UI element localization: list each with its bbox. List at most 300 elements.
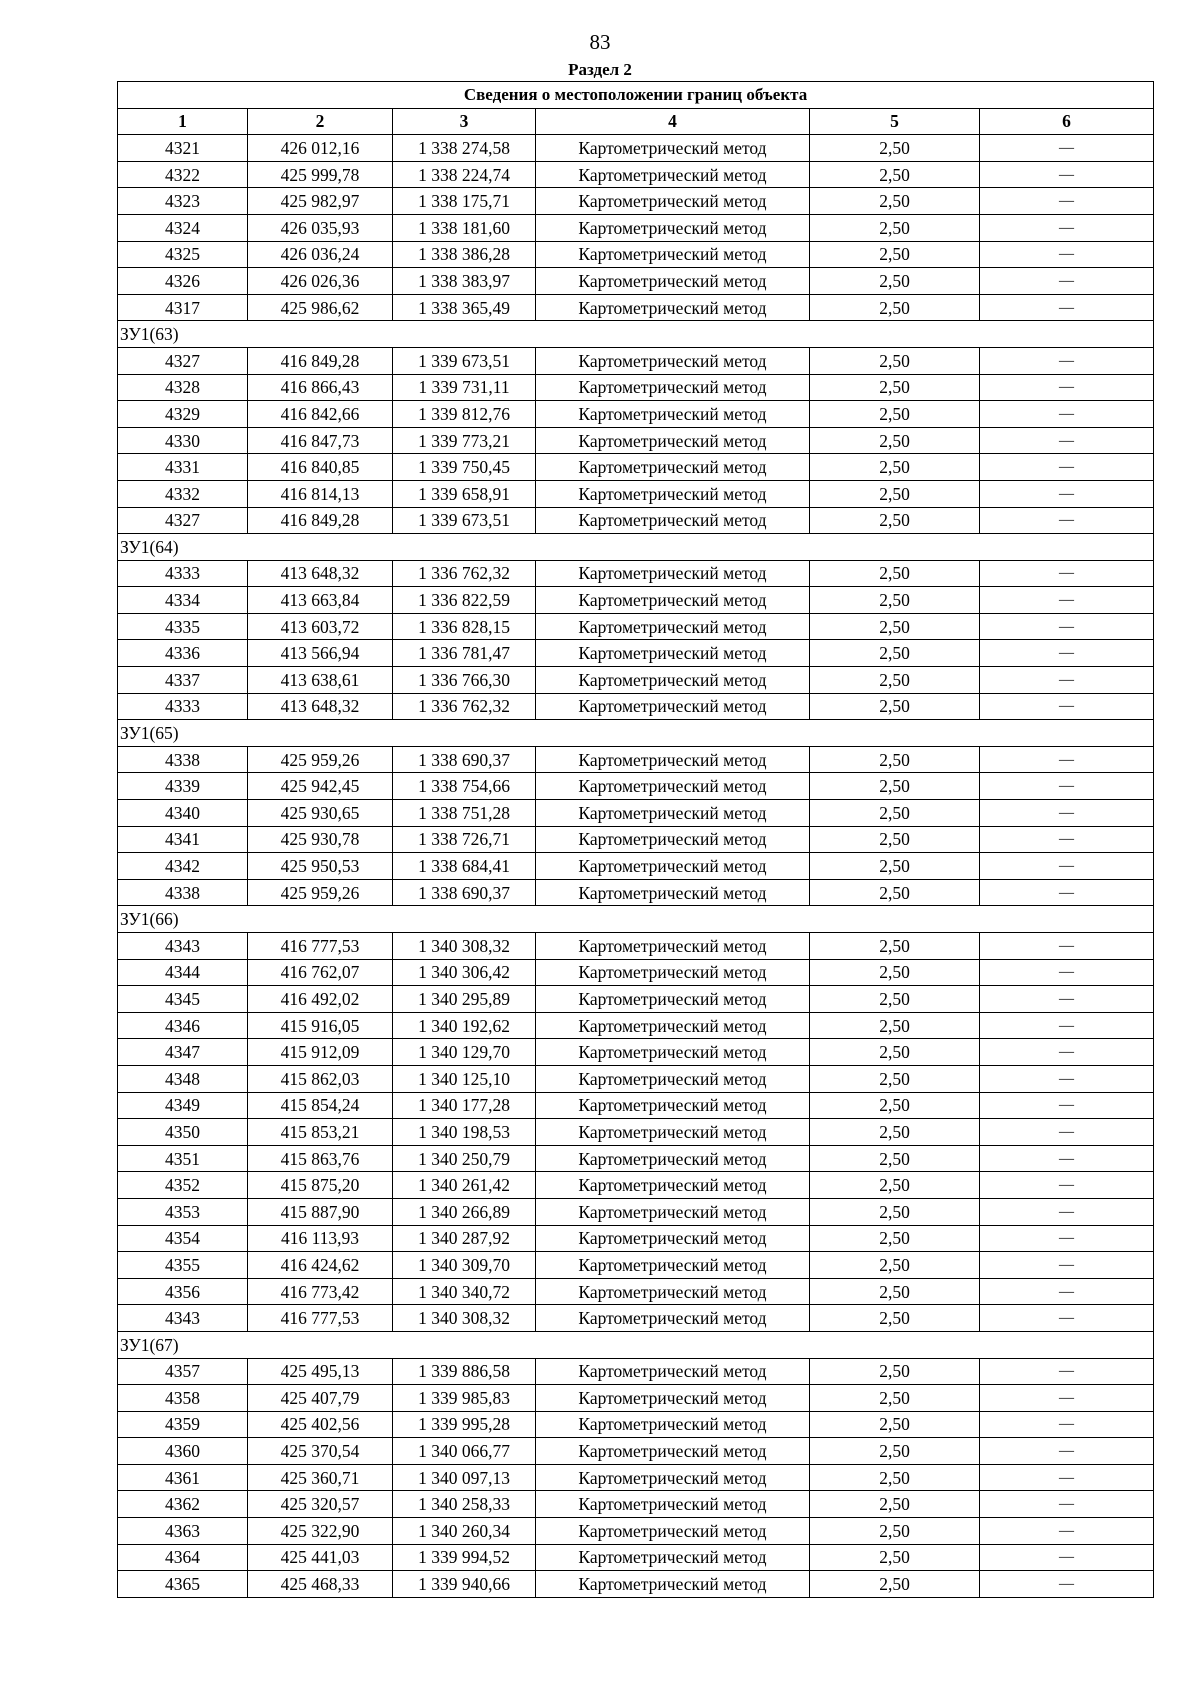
point-number-cell: 4365 bbox=[118, 1571, 248, 1598]
description-cell: — bbox=[980, 480, 1154, 507]
accuracy-cell: 2,50 bbox=[810, 826, 980, 853]
column-header: 5 bbox=[810, 108, 980, 135]
x-coordinate-cell: 416 424,62 bbox=[248, 1252, 393, 1279]
description-cell: — bbox=[980, 161, 1154, 188]
table-row bbox=[118, 959, 1154, 986]
table-row bbox=[118, 1252, 1154, 1279]
description-cell: — bbox=[980, 693, 1154, 720]
x-coordinate-cell: 426 036,24 bbox=[248, 241, 393, 268]
table-row bbox=[118, 826, 1154, 853]
column-header: 3 bbox=[393, 108, 536, 135]
method-cell: Картометрический метод bbox=[536, 613, 810, 640]
description-cell: — bbox=[980, 933, 1154, 960]
accuracy-cell: 2,50 bbox=[810, 667, 980, 694]
method-cell: Картометрический метод bbox=[536, 401, 810, 428]
x-coordinate-cell: 426 035,93 bbox=[248, 214, 393, 241]
accuracy-cell: 2,50 bbox=[810, 1385, 980, 1412]
accuracy-cell: 2,50 bbox=[810, 1065, 980, 1092]
table-row bbox=[118, 613, 1154, 640]
table-caption: Сведения о местоположении границ объекта bbox=[118, 82, 1154, 109]
accuracy-cell: 2,50 bbox=[810, 560, 980, 587]
description-cell: — bbox=[980, 1225, 1154, 1252]
accuracy-cell: 2,50 bbox=[810, 1571, 980, 1598]
x-coordinate-cell: 415 887,90 bbox=[248, 1198, 393, 1225]
description-cell: — bbox=[980, 1358, 1154, 1385]
y-coordinate-cell: 1 339 773,21 bbox=[393, 427, 536, 454]
y-coordinate-cell: 1 338 684,41 bbox=[393, 853, 536, 880]
x-coordinate-cell: 416 847,73 bbox=[248, 427, 393, 454]
point-number-cell: 4327 bbox=[118, 347, 248, 374]
table-row bbox=[118, 294, 1154, 321]
method-cell: Картометрический метод bbox=[536, 1544, 810, 1571]
method-cell: Картометрический метод bbox=[536, 1039, 810, 1066]
y-coordinate-cell: 1 339 673,51 bbox=[393, 347, 536, 374]
accuracy-cell: 2,50 bbox=[810, 746, 980, 773]
accuracy-cell: 2,50 bbox=[810, 1225, 980, 1252]
point-number-cell: 4322 bbox=[118, 161, 248, 188]
accuracy-cell: 2,50 bbox=[810, 800, 980, 827]
x-coordinate-cell: 416 849,28 bbox=[248, 507, 393, 534]
accuracy-cell: 2,50 bbox=[810, 1092, 980, 1119]
y-coordinate-cell: 1 339 995,28 bbox=[393, 1411, 536, 1438]
y-coordinate-cell: 1 339 731,11 bbox=[393, 374, 536, 401]
point-number-cell: 4333 bbox=[118, 560, 248, 587]
page-number: 83 bbox=[589, 30, 611, 54]
point-number-cell: 4329 bbox=[118, 401, 248, 428]
x-coordinate-cell: 425 360,71 bbox=[248, 1464, 393, 1491]
point-number-cell: 4345 bbox=[118, 986, 248, 1013]
table-row bbox=[118, 853, 1154, 880]
method-cell: Картометрический метод bbox=[536, 1065, 810, 1092]
x-coordinate-cell: 413 638,61 bbox=[248, 667, 393, 694]
y-coordinate-cell: 1 339 994,52 bbox=[393, 1544, 536, 1571]
description-cell: — bbox=[980, 1039, 1154, 1066]
y-coordinate-cell: 1 340 250,79 bbox=[393, 1145, 536, 1172]
x-coordinate-cell: 425 982,97 bbox=[248, 188, 393, 215]
accuracy-cell: 2,50 bbox=[810, 1438, 980, 1465]
y-coordinate-cell: 1 336 762,32 bbox=[393, 693, 536, 720]
accuracy-cell: 2,50 bbox=[810, 640, 980, 667]
table-row bbox=[118, 161, 1154, 188]
table-row bbox=[118, 640, 1154, 667]
method-cell: Картометрический метод bbox=[536, 853, 810, 880]
description-cell: — bbox=[980, 1544, 1154, 1571]
table-row bbox=[118, 587, 1154, 614]
x-coordinate-cell: 425 370,54 bbox=[248, 1438, 393, 1465]
table-row bbox=[118, 1092, 1154, 1119]
accuracy-cell: 2,50 bbox=[810, 427, 980, 454]
y-coordinate-cell: 1 340 309,70 bbox=[393, 1252, 536, 1279]
method-cell: Картометрический метод bbox=[536, 933, 810, 960]
group-row bbox=[118, 534, 1154, 561]
y-coordinate-cell: 1 336 762,32 bbox=[393, 560, 536, 587]
y-coordinate-cell: 1 340 125,10 bbox=[393, 1065, 536, 1092]
x-coordinate-cell: 425 407,79 bbox=[248, 1385, 393, 1412]
y-coordinate-cell: 1 339 812,76 bbox=[393, 401, 536, 428]
accuracy-cell: 2,50 bbox=[810, 1172, 980, 1199]
table-row bbox=[118, 1411, 1154, 1438]
y-coordinate-cell: 1 336 822,59 bbox=[393, 587, 536, 614]
y-coordinate-cell: 1 339 886,58 bbox=[393, 1358, 536, 1385]
method-cell: Картометрический метод bbox=[536, 640, 810, 667]
point-number-cell: 4317 bbox=[118, 294, 248, 321]
description-cell: — bbox=[980, 560, 1154, 587]
method-cell: Картометрический метод bbox=[536, 294, 810, 321]
table-row bbox=[118, 1544, 1154, 1571]
description-cell: — bbox=[980, 1278, 1154, 1305]
accuracy-cell: 2,50 bbox=[810, 294, 980, 321]
method-cell: Картометрический метод bbox=[536, 826, 810, 853]
point-number-cell: 4327 bbox=[118, 507, 248, 534]
y-coordinate-cell: 1 338 175,71 bbox=[393, 188, 536, 215]
y-coordinate-cell: 1 340 287,92 bbox=[393, 1225, 536, 1252]
description-cell: — bbox=[980, 667, 1154, 694]
accuracy-cell: 2,50 bbox=[810, 773, 980, 800]
method-cell: Картометрический метод bbox=[536, 1252, 810, 1279]
column-header: 4 bbox=[536, 108, 810, 135]
point-number-cell: 4346 bbox=[118, 1012, 248, 1039]
x-coordinate-cell: 415 854,24 bbox=[248, 1092, 393, 1119]
description-cell: — bbox=[980, 1198, 1154, 1225]
point-number-cell: 4341 bbox=[118, 826, 248, 853]
description-cell: — bbox=[980, 640, 1154, 667]
description-cell: — bbox=[980, 826, 1154, 853]
point-number-cell: 4328 bbox=[118, 374, 248, 401]
point-number-cell: 4352 bbox=[118, 1172, 248, 1199]
accuracy-cell: 2,50 bbox=[810, 135, 980, 162]
x-coordinate-cell: 425 930,78 bbox=[248, 826, 393, 853]
description-cell: — bbox=[980, 879, 1154, 906]
x-coordinate-cell: 425 950,53 bbox=[248, 853, 393, 880]
method-cell: Картометрический метод bbox=[536, 347, 810, 374]
y-coordinate-cell: 1 340 129,70 bbox=[393, 1039, 536, 1066]
method-cell: Картометрический метод bbox=[536, 1305, 810, 1332]
y-coordinate-cell: 1 336 828,15 bbox=[393, 613, 536, 640]
table-row bbox=[118, 214, 1154, 241]
y-coordinate-cell: 1 338 726,71 bbox=[393, 826, 536, 853]
point-number-cell: 4338 bbox=[118, 879, 248, 906]
group-row bbox=[118, 720, 1154, 747]
group-row bbox=[118, 1331, 1154, 1358]
description-cell: — bbox=[980, 241, 1154, 268]
y-coordinate-cell: 1 340 177,28 bbox=[393, 1092, 536, 1119]
table-row bbox=[118, 1119, 1154, 1146]
table-row bbox=[118, 268, 1154, 295]
x-coordinate-cell: 425 495,13 bbox=[248, 1358, 393, 1385]
description-cell: — bbox=[980, 1145, 1154, 1172]
point-number-cell: 4344 bbox=[118, 959, 248, 986]
x-coordinate-cell: 416 842,66 bbox=[248, 401, 393, 428]
point-number-cell: 4332 bbox=[118, 480, 248, 507]
caption-row bbox=[118, 82, 1154, 109]
description-cell: — bbox=[980, 853, 1154, 880]
x-coordinate-cell: 425 942,45 bbox=[248, 773, 393, 800]
accuracy-cell: 2,50 bbox=[810, 480, 980, 507]
table-row bbox=[118, 933, 1154, 960]
table-row bbox=[118, 1438, 1154, 1465]
point-number-cell: 4353 bbox=[118, 1198, 248, 1225]
point-number-cell: 4350 bbox=[118, 1119, 248, 1146]
table-row bbox=[118, 1172, 1154, 1199]
y-coordinate-cell: 1 340 198,53 bbox=[393, 1119, 536, 1146]
table-row bbox=[118, 427, 1154, 454]
description-cell: — bbox=[980, 1119, 1154, 1146]
accuracy-cell: 2,50 bbox=[810, 1198, 980, 1225]
table-row bbox=[118, 480, 1154, 507]
point-number-cell: 4326 bbox=[118, 268, 248, 295]
description-cell: — bbox=[980, 800, 1154, 827]
x-coordinate-cell: 425 322,90 bbox=[248, 1518, 393, 1545]
point-number-cell: 4354 bbox=[118, 1225, 248, 1252]
point-number-cell: 4362 bbox=[118, 1491, 248, 1518]
table-row bbox=[118, 454, 1154, 481]
method-cell: Картометрический метод bbox=[536, 1198, 810, 1225]
method-cell: Картометрический метод bbox=[536, 268, 810, 295]
description-cell: — bbox=[980, 401, 1154, 428]
method-cell: Картометрический метод bbox=[536, 693, 810, 720]
x-coordinate-cell: 416 814,13 bbox=[248, 480, 393, 507]
point-number-cell: 4351 bbox=[118, 1145, 248, 1172]
method-cell: Картометрический метод bbox=[536, 1411, 810, 1438]
description-cell: — bbox=[980, 454, 1154, 481]
method-cell: Картометрический метод bbox=[536, 1491, 810, 1518]
table-head bbox=[118, 82, 1154, 135]
point-number-cell: 4343 bbox=[118, 933, 248, 960]
accuracy-cell: 2,50 bbox=[810, 1145, 980, 1172]
x-coordinate-cell: 416 840,85 bbox=[248, 454, 393, 481]
point-number-cell: 4343 bbox=[118, 1305, 248, 1332]
accuracy-cell: 2,50 bbox=[810, 374, 980, 401]
description-cell: — bbox=[980, 1092, 1154, 1119]
description-cell: — bbox=[980, 427, 1154, 454]
x-coordinate-cell: 415 912,09 bbox=[248, 1039, 393, 1066]
point-number-cell: 4335 bbox=[118, 613, 248, 640]
method-cell: Картометрический метод bbox=[536, 879, 810, 906]
y-coordinate-cell: 1 336 781,47 bbox=[393, 640, 536, 667]
method-cell: Картометрический метод bbox=[536, 667, 810, 694]
group-label: ЗУ1(65) bbox=[118, 720, 1154, 747]
group-label: ЗУ1(64) bbox=[118, 534, 1154, 561]
table-row bbox=[118, 1518, 1154, 1545]
description-cell: — bbox=[980, 986, 1154, 1013]
method-cell: Картометрический метод bbox=[536, 1385, 810, 1412]
description-cell: — bbox=[980, 1411, 1154, 1438]
y-coordinate-cell: 1 338 751,28 bbox=[393, 800, 536, 827]
table-row bbox=[118, 1278, 1154, 1305]
table-row bbox=[118, 560, 1154, 587]
y-coordinate-cell: 1 340 308,32 bbox=[393, 1305, 536, 1332]
accuracy-cell: 2,50 bbox=[810, 587, 980, 614]
accuracy-cell: 2,50 bbox=[810, 507, 980, 534]
y-coordinate-cell: 1 336 766,30 bbox=[393, 667, 536, 694]
description-cell: — bbox=[980, 135, 1154, 162]
description-cell: — bbox=[980, 1172, 1154, 1199]
y-coordinate-cell: 1 340 340,72 bbox=[393, 1278, 536, 1305]
method-cell: Картометрический метод bbox=[536, 507, 810, 534]
group-label: ЗУ1(67) bbox=[118, 1331, 1154, 1358]
y-coordinate-cell: 1 338 274,58 bbox=[393, 135, 536, 162]
description-cell: — bbox=[980, 959, 1154, 986]
method-cell: Картометрический метод bbox=[536, 560, 810, 587]
x-coordinate-cell: 425 959,26 bbox=[248, 879, 393, 906]
y-coordinate-cell: 1 340 295,89 bbox=[393, 986, 536, 1013]
method-cell: Картометрический метод bbox=[536, 454, 810, 481]
accuracy-cell: 2,50 bbox=[810, 1491, 980, 1518]
x-coordinate-cell: 425 959,26 bbox=[248, 746, 393, 773]
table-row bbox=[118, 241, 1154, 268]
group-row bbox=[118, 906, 1154, 933]
accuracy-cell: 2,50 bbox=[810, 1518, 980, 1545]
method-cell: Картометрический метод bbox=[536, 1225, 810, 1252]
method-cell: Картометрический метод bbox=[536, 1571, 810, 1598]
x-coordinate-cell: 425 930,65 bbox=[248, 800, 393, 827]
table-row bbox=[118, 374, 1154, 401]
accuracy-cell: 2,50 bbox=[810, 188, 980, 215]
table-row bbox=[118, 879, 1154, 906]
description-cell: — bbox=[980, 1252, 1154, 1279]
accuracy-cell: 2,50 bbox=[810, 241, 980, 268]
point-number-cell: 4349 bbox=[118, 1092, 248, 1119]
accuracy-cell: 2,50 bbox=[810, 986, 980, 1013]
point-number-cell: 4324 bbox=[118, 214, 248, 241]
point-number-cell: 4330 bbox=[118, 427, 248, 454]
group-label: ЗУ1(66) bbox=[118, 906, 1154, 933]
y-coordinate-cell: 1 340 308,32 bbox=[393, 933, 536, 960]
point-number-cell: 4339 bbox=[118, 773, 248, 800]
point-number-cell: 4360 bbox=[118, 1438, 248, 1465]
boundary-coordinates-table bbox=[117, 81, 1154, 1598]
x-coordinate-cell: 416 849,28 bbox=[248, 347, 393, 374]
method-cell: Картометрический метод bbox=[536, 1518, 810, 1545]
accuracy-cell: 2,50 bbox=[810, 879, 980, 906]
table-row bbox=[118, 1358, 1154, 1385]
method-cell: Картометрический метод bbox=[536, 480, 810, 507]
table-row bbox=[118, 773, 1154, 800]
description-cell: — bbox=[980, 188, 1154, 215]
description-cell: — bbox=[980, 1518, 1154, 1545]
y-coordinate-cell: 1 339 673,51 bbox=[393, 507, 536, 534]
point-number-cell: 4334 bbox=[118, 587, 248, 614]
accuracy-cell: 2,50 bbox=[810, 1039, 980, 1066]
method-cell: Картометрический метод bbox=[536, 161, 810, 188]
description-cell: — bbox=[980, 1464, 1154, 1491]
y-coordinate-cell: 1 340 066,77 bbox=[393, 1438, 536, 1465]
y-coordinate-cell: 1 340 258,33 bbox=[393, 1491, 536, 1518]
y-coordinate-cell: 1 338 224,74 bbox=[393, 161, 536, 188]
x-coordinate-cell: 415 863,76 bbox=[248, 1145, 393, 1172]
method-cell: Картометрический метод bbox=[536, 188, 810, 215]
accuracy-cell: 2,50 bbox=[810, 693, 980, 720]
table-row bbox=[118, 135, 1154, 162]
x-coordinate-cell: 426 012,16 bbox=[248, 135, 393, 162]
point-number-cell: 4359 bbox=[118, 1411, 248, 1438]
method-cell: Картометрический метод bbox=[536, 427, 810, 454]
description-cell: — bbox=[980, 294, 1154, 321]
x-coordinate-cell: 416 762,07 bbox=[248, 959, 393, 986]
point-number-cell: 4336 bbox=[118, 640, 248, 667]
method-cell: Картометрический метод bbox=[536, 1278, 810, 1305]
method-cell: Картометрический метод bbox=[536, 214, 810, 241]
point-number-cell: 4357 bbox=[118, 1358, 248, 1385]
x-coordinate-cell: 415 853,21 bbox=[248, 1119, 393, 1146]
y-coordinate-cell: 1 338 690,37 bbox=[393, 879, 536, 906]
description-cell: — bbox=[980, 347, 1154, 374]
point-number-cell: 4325 bbox=[118, 241, 248, 268]
x-coordinate-cell: 415 875,20 bbox=[248, 1172, 393, 1199]
x-coordinate-cell: 415 862,03 bbox=[248, 1065, 393, 1092]
accuracy-cell: 2,50 bbox=[810, 1252, 980, 1279]
method-cell: Картометрический метод bbox=[536, 1464, 810, 1491]
method-cell: Картометрический метод bbox=[536, 374, 810, 401]
column-header: 6 bbox=[980, 108, 1154, 135]
y-coordinate-cell: 1 338 365,49 bbox=[393, 294, 536, 321]
accuracy-cell: 2,50 bbox=[810, 401, 980, 428]
description-cell: — bbox=[980, 746, 1154, 773]
point-number-cell: 4355 bbox=[118, 1252, 248, 1279]
description-cell: — bbox=[980, 773, 1154, 800]
method-cell: Картометрический метод bbox=[536, 1172, 810, 1199]
x-coordinate-cell: 416 866,43 bbox=[248, 374, 393, 401]
y-coordinate-cell: 1 340 261,42 bbox=[393, 1172, 536, 1199]
point-number-cell: 4356 bbox=[118, 1278, 248, 1305]
x-coordinate-cell: 426 026,36 bbox=[248, 268, 393, 295]
table-row bbox=[118, 1225, 1154, 1252]
description-cell: — bbox=[980, 1571, 1154, 1598]
accuracy-cell: 2,50 bbox=[810, 347, 980, 374]
method-cell: Картометрический метод bbox=[536, 1092, 810, 1119]
point-number-cell: 4337 bbox=[118, 667, 248, 694]
y-coordinate-cell: 1 338 386,28 bbox=[393, 241, 536, 268]
y-coordinate-cell: 1 339 985,83 bbox=[393, 1385, 536, 1412]
group-row bbox=[118, 321, 1154, 348]
table-row bbox=[118, 1491, 1154, 1518]
accuracy-cell: 2,50 bbox=[810, 1358, 980, 1385]
x-coordinate-cell: 416 492,02 bbox=[248, 986, 393, 1013]
method-cell: Картометрический метод bbox=[536, 241, 810, 268]
method-cell: Картометрический метод bbox=[536, 1119, 810, 1146]
description-cell: — bbox=[980, 507, 1154, 534]
accuracy-cell: 2,50 bbox=[810, 1012, 980, 1039]
y-coordinate-cell: 1 338 690,37 bbox=[393, 746, 536, 773]
table-row bbox=[118, 1464, 1154, 1491]
point-number-cell: 4323 bbox=[118, 188, 248, 215]
table-row bbox=[118, 1145, 1154, 1172]
x-coordinate-cell: 425 999,78 bbox=[248, 161, 393, 188]
accuracy-cell: 2,50 bbox=[810, 1464, 980, 1491]
point-number-cell: 4363 bbox=[118, 1518, 248, 1545]
table-row bbox=[118, 1198, 1154, 1225]
description-cell: — bbox=[980, 374, 1154, 401]
y-coordinate-cell: 1 340 266,89 bbox=[393, 1198, 536, 1225]
x-coordinate-cell: 425 441,03 bbox=[248, 1544, 393, 1571]
y-coordinate-cell: 1 338 181,60 bbox=[393, 214, 536, 241]
accuracy-cell: 2,50 bbox=[810, 613, 980, 640]
y-coordinate-cell: 1 340 192,62 bbox=[393, 1012, 536, 1039]
x-coordinate-cell: 425 468,33 bbox=[248, 1571, 393, 1598]
accuracy-cell: 2,50 bbox=[810, 853, 980, 880]
accuracy-cell: 2,50 bbox=[810, 454, 980, 481]
description-cell: — bbox=[980, 1491, 1154, 1518]
x-coordinate-cell: 416 777,53 bbox=[248, 933, 393, 960]
accuracy-cell: 2,50 bbox=[810, 1305, 980, 1332]
method-cell: Картометрический метод bbox=[536, 135, 810, 162]
point-number-cell: 4348 bbox=[118, 1065, 248, 1092]
table-row bbox=[118, 986, 1154, 1013]
x-coordinate-cell: 413 663,84 bbox=[248, 587, 393, 614]
table-row bbox=[118, 693, 1154, 720]
table-row bbox=[118, 667, 1154, 694]
table-row bbox=[118, 1385, 1154, 1412]
